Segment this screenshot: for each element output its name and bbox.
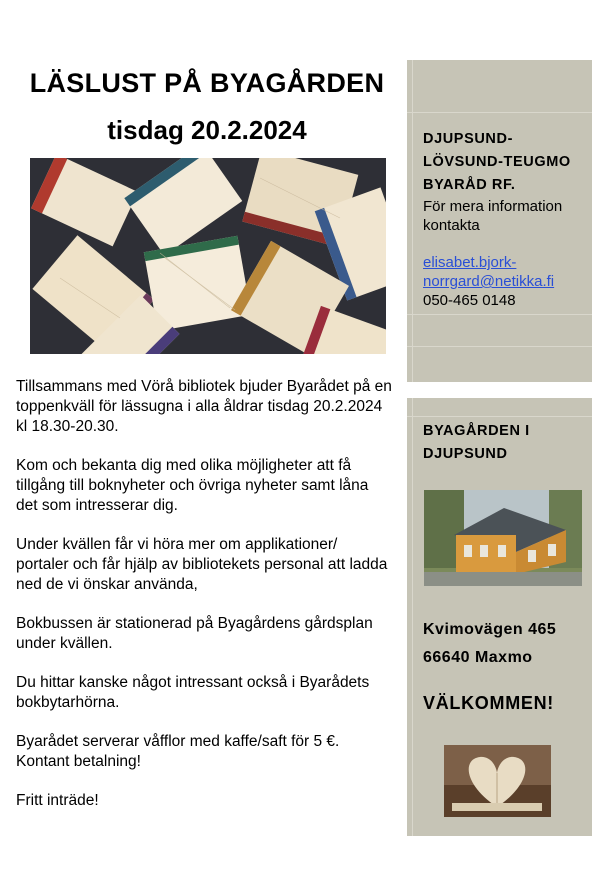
email-link-line1[interactable]: elisabet.bjork- [423,254,517,271]
event-date: tisdag 20.2.2024 [107,115,307,145]
books-image [30,158,386,354]
heart-book-image [444,745,551,817]
phone-number: 050-465 0148 [423,292,516,309]
contact-block [423,128,586,310]
contact-panel [407,60,592,382]
venue-panel [407,398,592,836]
panel-rule [407,314,592,315]
paragraph: Tillsammans med Vörå bibliotek bjuder Byarådet på en toppenkväll för lässugna i alla åldrar tisdag 20.2.2024 kl 18.30-20.30. [16,378,392,435]
event-description [16,377,392,830]
venue-title: DJUPSUND [423,446,508,462]
house-image [424,490,582,586]
paragraph: Kom och bekanta dig med olika möjligheter att få tillgång till boknyheter och övriga nyheter samt låna det som intresserar dig. [16,457,369,514]
paragraph: Bokbussen är stationerad på Byagårdens gårdsplan under kvällen. [16,615,373,652]
panel-rule [407,416,592,417]
panel-rule [412,398,413,836]
street-address: Kvimovägen 465 [423,621,557,638]
address-block [423,616,586,672]
welcome-text: VÄLKOMMEN! [423,693,554,713]
org-name: LÖVSUND-TEUGMO [423,154,571,170]
email-link-line2[interactable]: norrgard@netikka.fi [423,273,555,290]
panel-rule [407,112,592,113]
panel-rule [407,346,592,347]
paragraph: Byarådet serverar våfflor med kaffe/saft för 5 €. Kontant betalning! [16,733,340,770]
venue-heading [423,420,586,466]
paragraph: Fritt inträde! [16,792,99,809]
paragraph: Du hittar kanske något intressant också i Byarådets bokbytarhörna. [16,674,370,711]
postal-address: 66640 Maxmo [423,649,533,666]
panel-rule [412,60,413,382]
venue-title: BYAGÅRDEN I [423,423,530,439]
org-name: BYARÅD RF. [423,177,516,193]
page-title: LÄSLUST PÅ BYAGÅRDEN [29,68,385,98]
org-name: DJUPSUND- [423,131,513,147]
paragraph: Under kvällen får vi höra mer om applikationer/ portaler och får hjälp av bibliotekets personal att ladda ned de vi önskar använda, [16,536,388,593]
contact-info: För mera information kontakta [423,198,563,234]
